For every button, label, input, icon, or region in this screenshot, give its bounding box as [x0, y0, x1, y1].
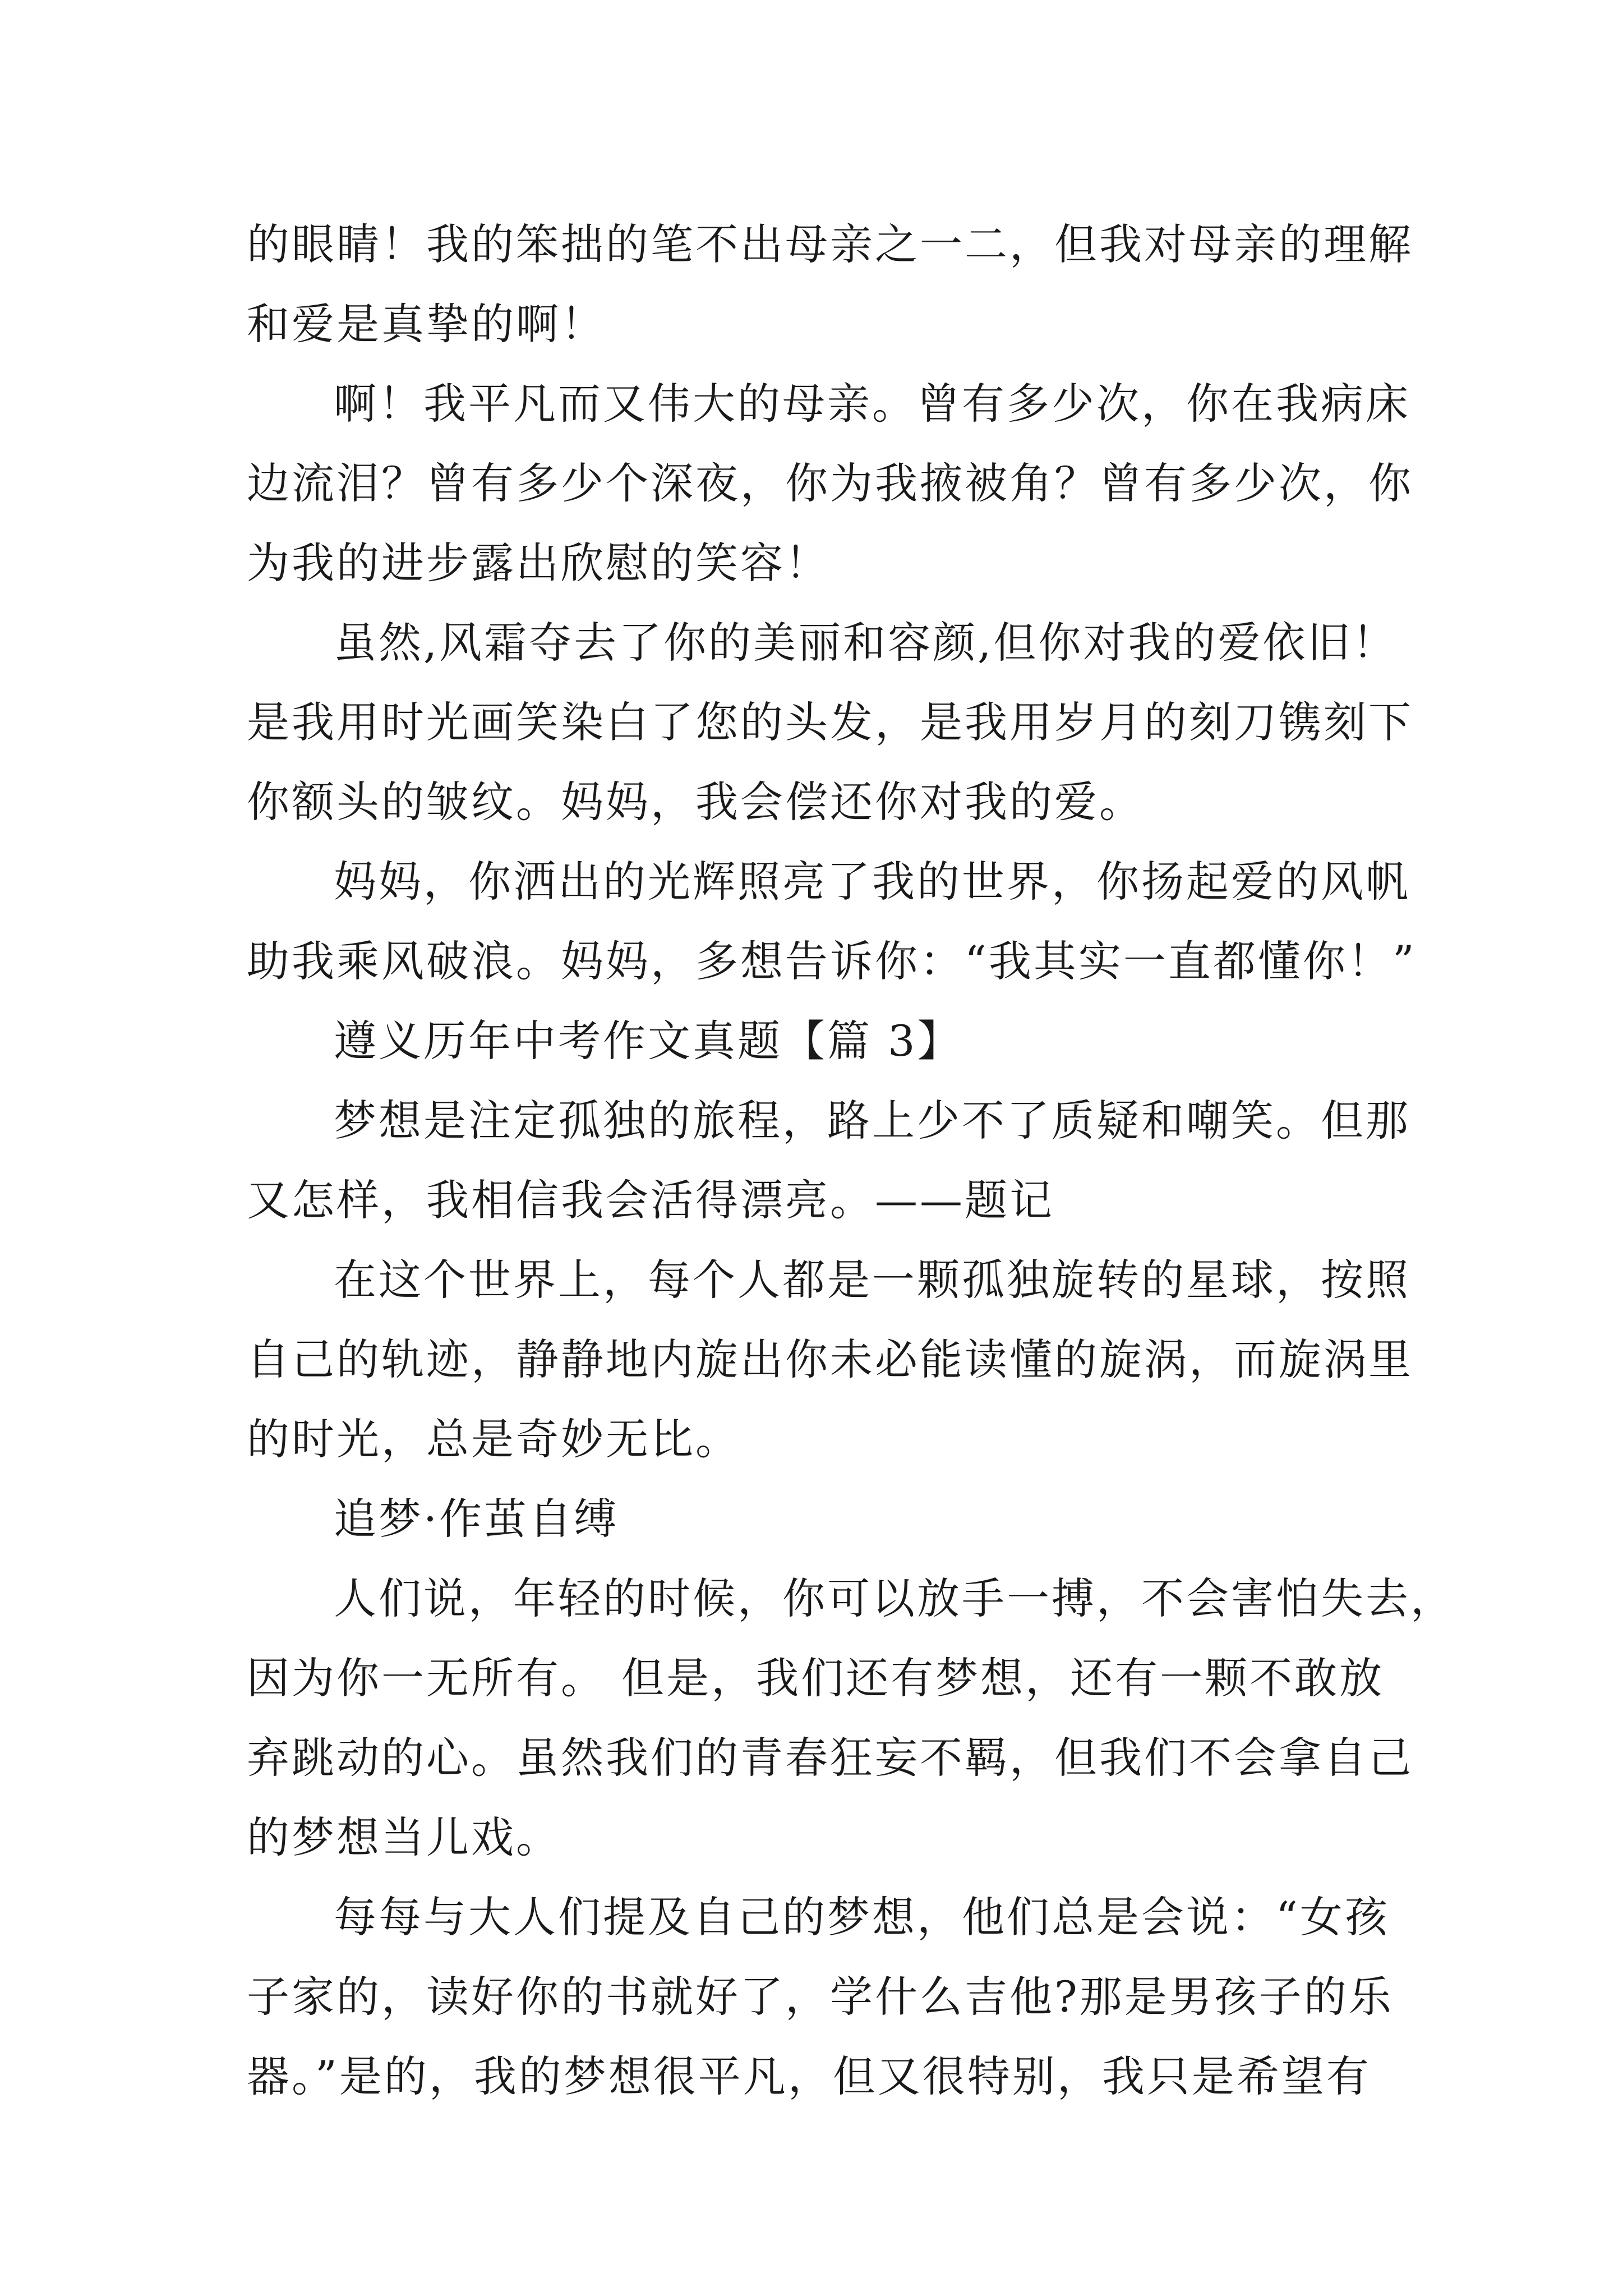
text-line: 虽然,风霜夺去了你的美丽和容颜,但你对我的爱依旧！ — [334, 618, 1398, 668]
text-line: 你额头的皱纹。妈妈，我会偿还你对我的爱。 — [247, 777, 1144, 827]
text-line: 的梦想当儿戏。 — [247, 1812, 561, 1862]
text-line: 助我乘风破浪。妈妈，多想告诉你：“我其实一直都懂你！” — [247, 936, 1417, 986]
text-line: 在这个世界上，每个人都是一颗孤独旋转的星球，按照 — [334, 1255, 1410, 1305]
text-line: 人们说，年轻的时候，你可以放手一搏，不会害怕失去， — [334, 1573, 1455, 1623]
text-line: 的眼睛！我的笨拙的笔不出母亲之一二，但我对母亲的理解 — [247, 219, 1413, 269]
text-line: 又怎样，我相信我会活得漂亮。——题记 — [247, 1175, 1054, 1225]
text-line: 梦想是注定孤独的旅程，路上少不了质疑和嘲笑。但那 — [334, 1096, 1410, 1145]
text-line: 的时光，总是奇妙无比。 — [247, 1414, 740, 1464]
text-line: 每每与大人们提及自己的梦想，他们总是会说：“女孩 — [334, 1892, 1390, 1942]
document-body — [247, 205, 1455, 2116]
text-line: 自己的轨迹，静静地内旋出你未必能读懂的旋涡，而旋涡里 — [247, 1335, 1413, 1384]
text-line: 器。”是的，我的梦想很平凡，但又很特别，我只是希望有 — [247, 2051, 1371, 2101]
text-line: 妈妈，你洒出的光辉照亮了我的世界，你扬起爱的风帆 — [334, 857, 1410, 907]
text-line: 是我用时光画笑染白了您的头发，是我用岁月的刻刀镌刻下 — [247, 697, 1413, 747]
text-line: 边流泪？曾有多少个深夜，你为我掖被角？曾有多少次，你 — [247, 458, 1413, 508]
text-line: 弃跳动的心。虽然我们的青春狂妄不羁，但我们不会拿自己 — [247, 1733, 1413, 1783]
text-line: 因为你一无所有。 但是，我们还有梦想，还有一颗不敢放 — [247, 1653, 1385, 1703]
text-line: 和爱是真挚的啊！ — [247, 299, 606, 349]
text-line: 追梦·作茧自缚 — [334, 1494, 619, 1544]
text-line: 为我的进步露出欣慰的笑容！ — [247, 538, 830, 588]
text-line: 啊！我平凡而又伟大的母亲。曾有多少次，你在我病床 — [334, 379, 1410, 429]
text-line: 遵义历年中考作文真题【篇 3】 — [334, 1016, 962, 1066]
text-line: 子家的，读好你的书就好了，学什么吉他?那是男孩子的乐 — [247, 1972, 1394, 2022]
